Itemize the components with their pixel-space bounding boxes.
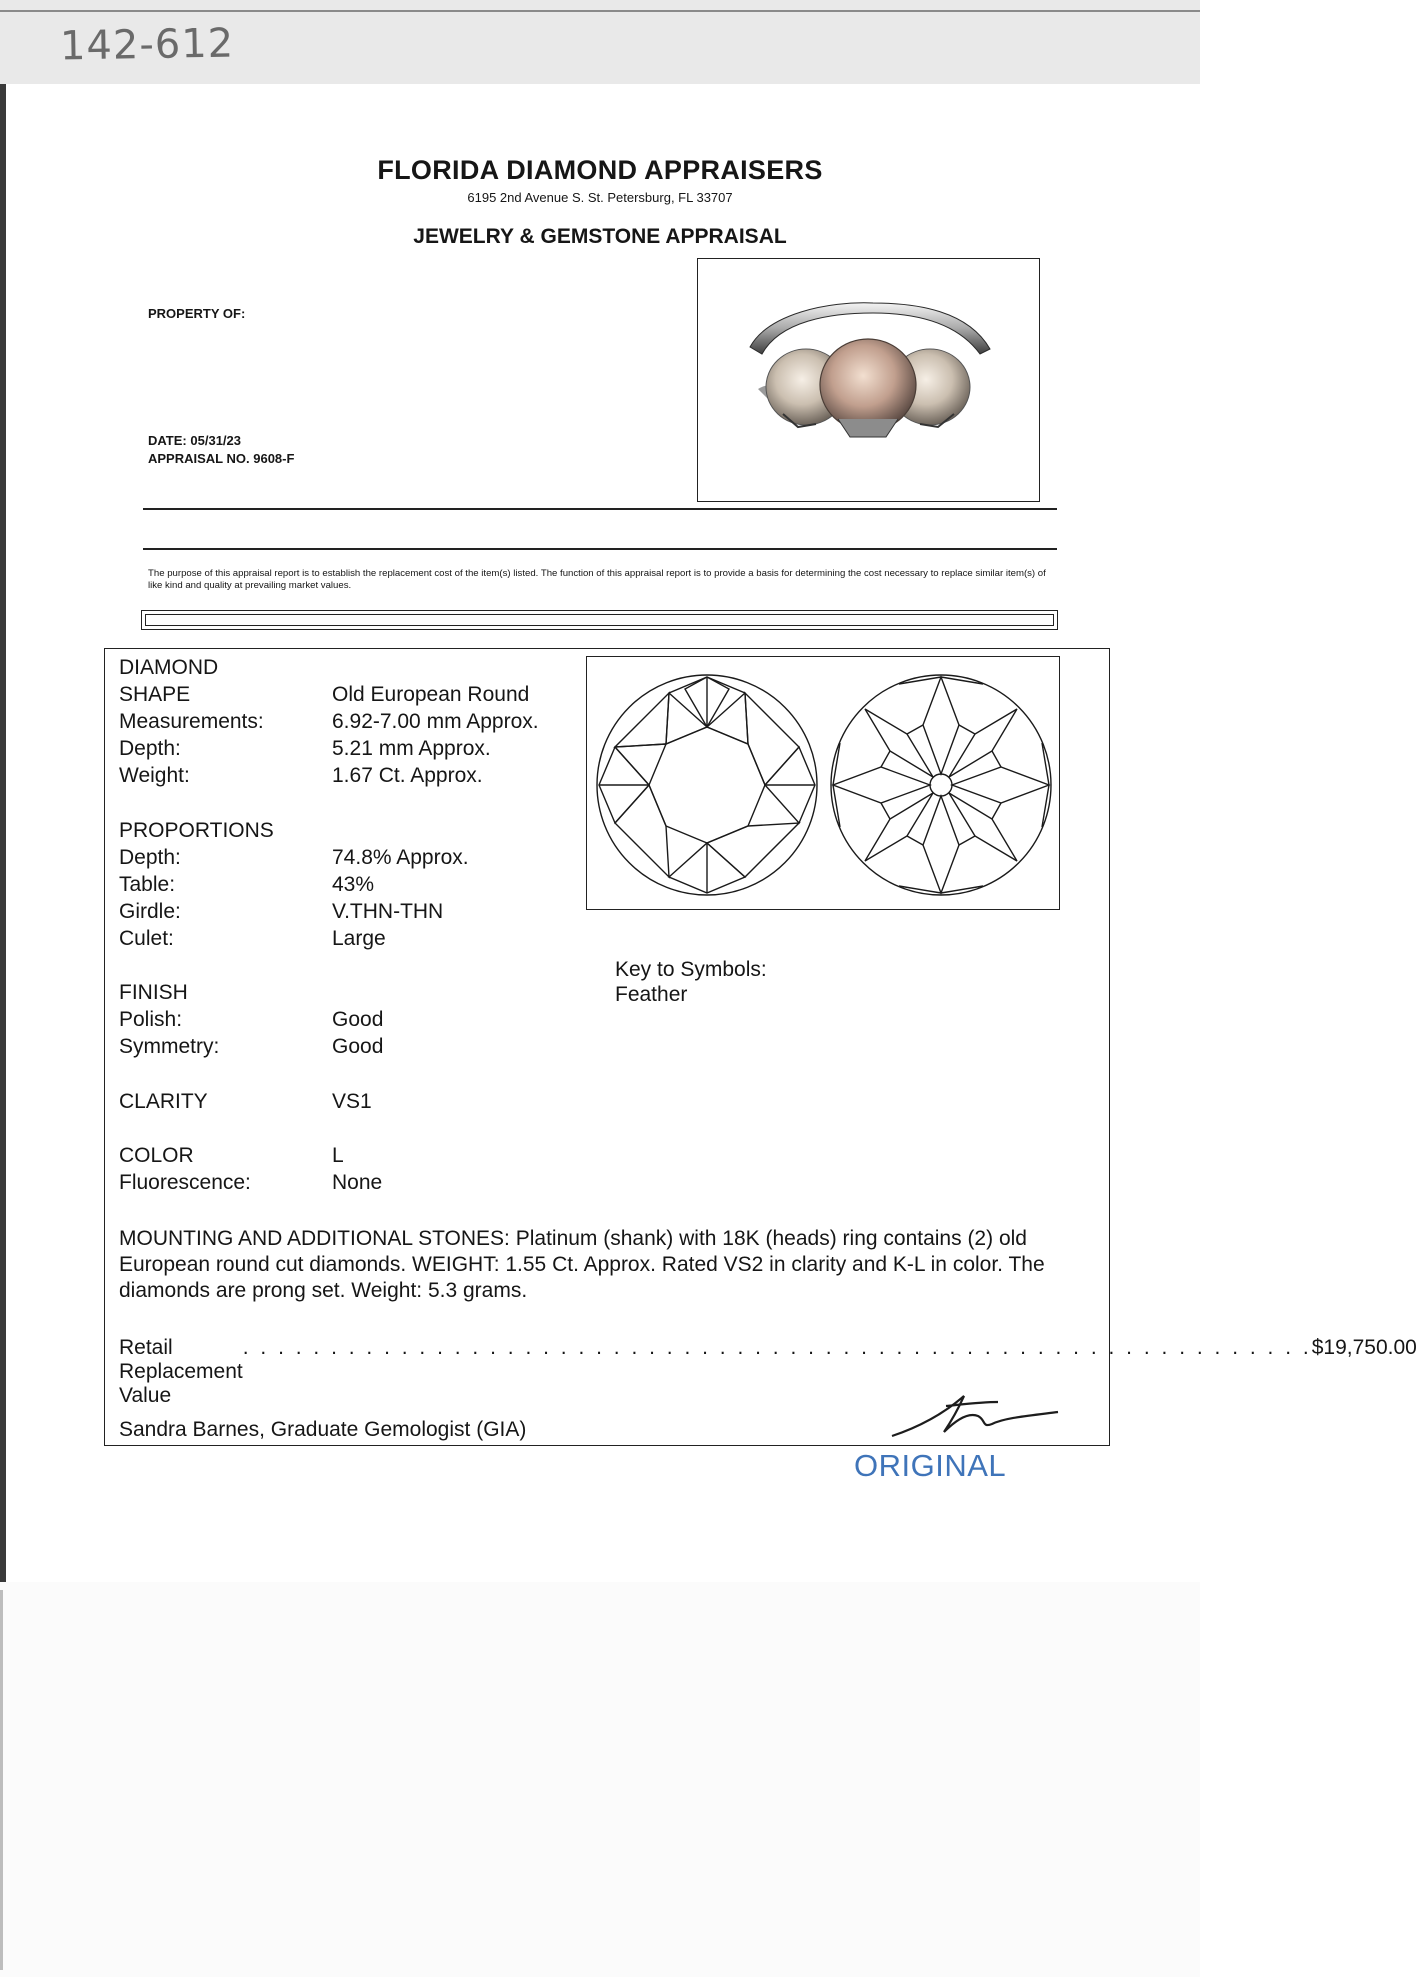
depth-mm-label: Depth: xyxy=(119,737,181,760)
scanner-left-edge-lower xyxy=(0,1590,3,1970)
color-heading: COLOR xyxy=(119,1144,194,1167)
rule-upper xyxy=(143,508,1057,510)
mounting-description: MOUNTING AND ADDITIONAL STONES: Platinum (shank) with 18K (heads) ring contains (2) old European round cut diamonds. WEIGHT: 1.55 Ct. Approx. Rated VS2 in clarity and K-L in color. The diamonds are prong set. Weight: 5.3 grams. xyxy=(119,1227,1045,1302)
diamond-facet-icon xyxy=(587,657,1061,911)
date-value: 05/31/23 xyxy=(190,433,241,448)
polish-value: Good xyxy=(332,1008,384,1031)
measurements-value: 6.92-7.00 mm Approx. xyxy=(332,710,539,733)
diamond-plot-diagram xyxy=(586,656,1060,910)
handwritten-note: 142-612 xyxy=(59,20,235,70)
scanner-left-edge xyxy=(0,84,6,1584)
appraiser-name: Sandra Barnes, Graduate Gemologist (GIA) xyxy=(119,1418,527,1441)
girdle-label: Girdle: xyxy=(119,900,181,923)
depth-pct-label: Depth: xyxy=(119,846,181,869)
table-value: 43% xyxy=(332,873,375,896)
retail-label: Retail Replacement Value xyxy=(119,1336,243,1407)
company-address: 6195 2nd Avenue S. St. Petersburg, FL 33707 xyxy=(467,190,733,205)
key-to-symbols-label: Key to Symbols: xyxy=(615,958,767,981)
purpose-statement: The purpose of this appraisal report is to establish the replacement cost of the item(s) listed. The function of this appraisal report is to provide a basis for determining the cost necessary to replace similar item(s) of like kind and quality at prevailing market values. xyxy=(148,568,1046,591)
clarity-value: VS1 xyxy=(332,1090,372,1113)
girdle-value: V.THN-THN xyxy=(332,900,444,923)
date-label: DATE: xyxy=(148,433,187,448)
scanner-bottom-margin xyxy=(0,1582,1200,1977)
table-label: Table: xyxy=(119,873,176,896)
rule-lower xyxy=(143,548,1057,550)
weight-label: Weight: xyxy=(119,764,190,787)
fluorescence-value: None xyxy=(332,1171,383,1194)
ring-photo xyxy=(697,258,1040,502)
symmetry-value: Good xyxy=(332,1035,384,1058)
retail-value: $19,750.00 xyxy=(1311,1336,1417,1359)
retail-leader-dots: . . . . . . . . . . . . . . . . . . . . . . . . . . . . . . . . . . . . . . . . . . . . . . . . . . . . . . . . . . . . . xyxy=(242,1336,1312,1359)
signature-icon xyxy=(886,1376,1066,1446)
diamond-heading: DIAMOND xyxy=(119,656,219,679)
shape-value: Old European Round xyxy=(332,683,530,706)
scanner-edge-line xyxy=(0,10,1200,12)
appraisal-number-line xyxy=(148,451,294,466)
double-rule-box xyxy=(141,610,1058,630)
property-of-label: PROPERTY OF: xyxy=(148,306,246,321)
document-title: JEWELRY & GEMSTONE APPRAISAL xyxy=(413,225,787,248)
culet-value: Large xyxy=(332,927,386,950)
ring-photo-icon xyxy=(698,259,1039,501)
symmetry-label: Symmetry: xyxy=(119,1035,220,1058)
company-name: FLORIDA DIAMOND APPRAISERS xyxy=(377,155,823,185)
polish-label: Polish: xyxy=(119,1008,183,1031)
date-line xyxy=(148,433,241,448)
appraisal-number-value: 9608-F xyxy=(253,451,295,466)
culet-label: Culet: xyxy=(119,927,174,950)
finish-heading: FINISH xyxy=(119,981,188,1004)
appraisal-number-label: APPRAISAL NO. xyxy=(148,451,250,466)
weight-value: 1.67 Ct. Approx. xyxy=(332,764,483,787)
measurements-label: Measurements: xyxy=(119,710,264,733)
proportions-heading: PROPORTIONS xyxy=(119,819,274,842)
key-to-symbols-value: Feather xyxy=(615,983,688,1006)
color-value: L xyxy=(332,1144,344,1167)
clarity-heading: CLARITY xyxy=(119,1090,208,1113)
fluorescence-label: Fluorescence: xyxy=(119,1171,251,1194)
shape-label: SHAPE xyxy=(119,683,191,706)
original-stamp: ORIGINAL xyxy=(854,1448,1007,1483)
depth-pct-value: 74.8% Approx. xyxy=(332,846,469,869)
depth-mm-value: 5.21 mm Approx. xyxy=(332,737,491,760)
